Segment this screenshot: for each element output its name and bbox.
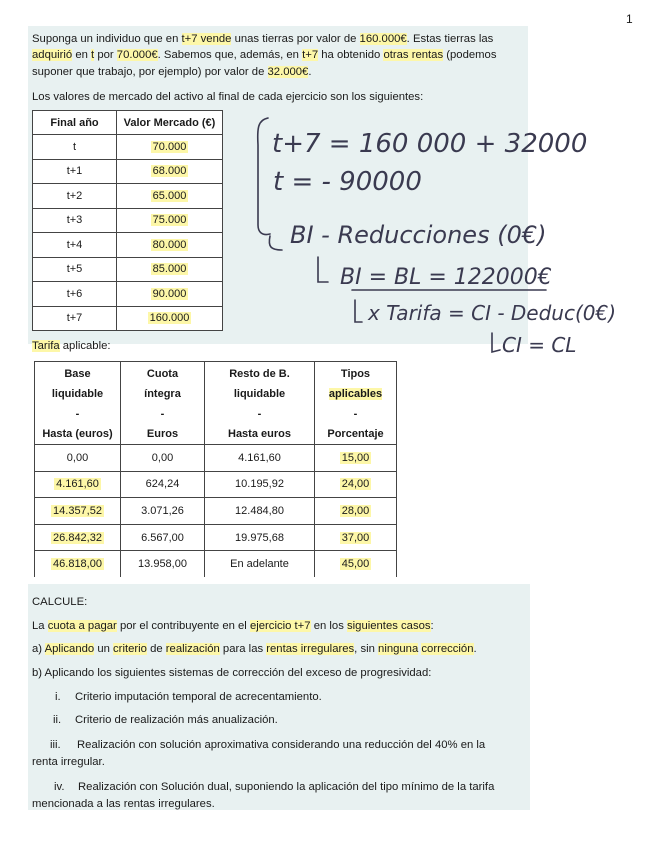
intro-line-3: suponer que trabajo, por ejemplo) por valor de 32.000€. (32, 66, 312, 78)
calcule-item-i: i. Criterio imputación temporal de acrecentamiento. (55, 691, 322, 703)
table-row: t+5 85.000 (33, 257, 223, 282)
calcule-line-1: La cuota a pagar por el contribuyente en el ejercicio t+7 en los siguientes casos: (32, 620, 434, 632)
handwriting-line-4: BI = BL = 122000€ (340, 265, 552, 290)
intro-line-4: Los valores de mercado del activo al final de cada ejercicio son los siguientes: (32, 91, 424, 103)
handwriting-line-3: BI - Reducciones (0€) (290, 221, 547, 249)
handwriting-line-2: t = - 90000 (273, 167, 422, 197)
table-row: t+1 68.000 (33, 159, 223, 184)
table-row: 4.161,60 624,24 10.195,92 24,00 (35, 471, 397, 498)
header-cuota-integra: Cuota íntegra - Euros (121, 362, 205, 445)
calcule-item-a: a) Aplicando un criterio de realización para las rentas irregulares, sin ninguna corrección. (32, 643, 477, 655)
calcule-title: CALCULE: (32, 596, 88, 608)
table-row: t+4 80.000 (33, 233, 223, 258)
table-row: t+2 65.000 (33, 184, 223, 209)
page-number: 1 (626, 12, 633, 26)
table-row: t+7 160.000 (33, 306, 223, 331)
header-resto-base: Resto de B. liquidable - Hasta euros (205, 362, 315, 445)
calcule-item-b: b) Aplicando los siguientes sistemas de corrección del exceso de progresividad: (32, 667, 432, 679)
table-row: 26.842,32 6.567,00 19.975,68 37,00 (35, 524, 397, 551)
tarifa-label: Tarifa aplicable: (32, 340, 111, 352)
handwriting-line-5: x Tarifa = CI - Deduc(0€) (368, 301, 617, 325)
header-tipos-aplicables: Tipos aplicables - Porcentaje (315, 362, 397, 445)
handwriting-line-1: t+7 = 160 000 + 32000 (272, 129, 588, 159)
header-base-liquidable: Base liquidable - Hasta (euros) (35, 362, 121, 445)
table-row: 0,00 0,00 4.161,60 15,00 (35, 445, 397, 472)
handwriting-line-6: CI = CL (502, 333, 577, 357)
brace-stroke (258, 118, 270, 235)
header-valor-mercado: Valor Mercado (€) (117, 111, 223, 135)
arrow-stroke (318, 257, 328, 282)
intro-line-2: adquirió en t por 70.000€. Sabemos que, además, en t+7 ha obtenido otras rentas (podemos (32, 49, 497, 61)
table-row: t+3 75.000 (33, 208, 223, 233)
header-final-ano: Final año (33, 111, 117, 135)
table-row: t 70.000 (33, 135, 223, 160)
arrow-stroke (492, 333, 500, 352)
calcule-item-iii: iii. Realización con solución aproximativa considerando una reducción del 40% en la renta irregular. (32, 739, 486, 768)
arrow-stroke (355, 300, 362, 322)
calcule-item-ii: ii. Criterio de realización más anualización. (53, 714, 278, 726)
brace-stroke (269, 236, 282, 250)
table-row: 14.357,52 3.071,26 12.484,80 28,00 (35, 498, 397, 525)
calcule-item-iv: iv. Realización con Solución dual, suponiendo la aplicación del tipo mínimo de la tarifa mencionada a las rentas irregulares. (32, 781, 495, 810)
table-row: 46.818,00 13.958,00 En adelante 45,00 (35, 551, 397, 577)
table-row: t+6 90.000 (33, 282, 223, 307)
intro-line-1: Suponga un individuo que en t+7 vende unas tierras por valor de 160.000€. Estas tierras las (32, 33, 494, 45)
